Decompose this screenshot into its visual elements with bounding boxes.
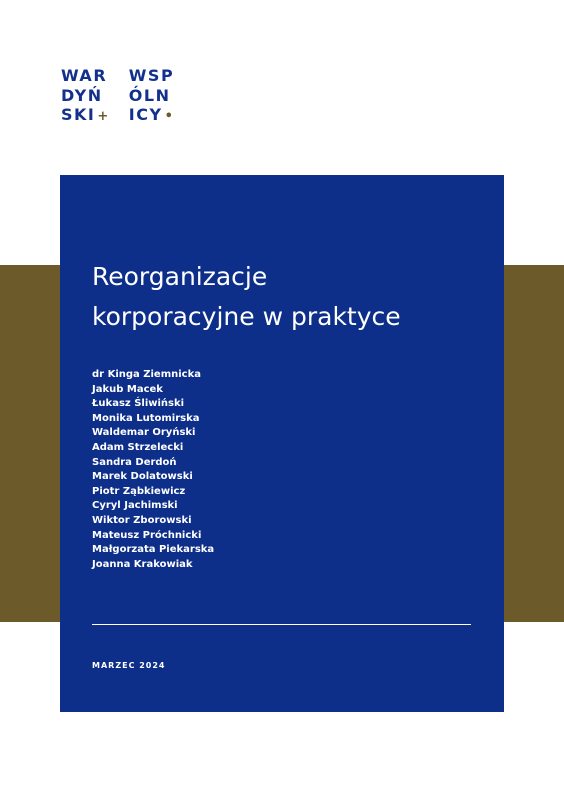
author-item: Joanna Krakowiak xyxy=(92,558,193,570)
author-item: dr Kinga Ziemnicka xyxy=(92,369,202,380)
author-item: Adam Strzelecki xyxy=(92,441,184,453)
plus-mark-icon: + xyxy=(97,109,110,124)
logo-text-line: DYŃ xyxy=(61,85,103,105)
logo-left-column xyxy=(61,66,110,127)
wardynski-logo xyxy=(61,66,174,127)
author-item: Waldemar Oryński xyxy=(92,427,196,439)
authors-list xyxy=(92,368,214,572)
author-item: Monika Lutomirska xyxy=(92,412,200,424)
author-item: Piotr Ząbkiewicz xyxy=(92,485,186,497)
title-line-1: Reorganizacje xyxy=(92,262,268,291)
logo-text-line: SKI + xyxy=(61,105,110,124)
author-item: Sandra Derdoń xyxy=(92,456,177,468)
author-item: Cyryl Jachimski xyxy=(92,500,178,512)
author-item: Wiktor Zborowski xyxy=(92,514,192,526)
dot-mark-icon: • xyxy=(164,109,175,124)
publication-date: MARZEC 2024 xyxy=(92,661,166,670)
title-line-2: korporacyjne w praktyce xyxy=(92,302,401,331)
author-item: Marek Dolatowski xyxy=(92,471,193,483)
logo-text-line: WAR xyxy=(61,66,108,85)
logo-text-line: ICY • xyxy=(128,105,175,124)
document-title xyxy=(92,257,482,337)
divider-line xyxy=(92,624,471,625)
logo-right-column xyxy=(129,66,175,127)
author-item: Mateusz Próchnicki xyxy=(92,529,202,541)
author-item: Jakub Macek xyxy=(92,383,163,395)
author-item: Łukasz Śliwiński xyxy=(92,398,185,410)
logo-text-line: ÓLN xyxy=(128,85,171,105)
author-item: Małgorzata Piekarska xyxy=(92,544,215,556)
logo-text-line: WSP xyxy=(128,66,175,85)
